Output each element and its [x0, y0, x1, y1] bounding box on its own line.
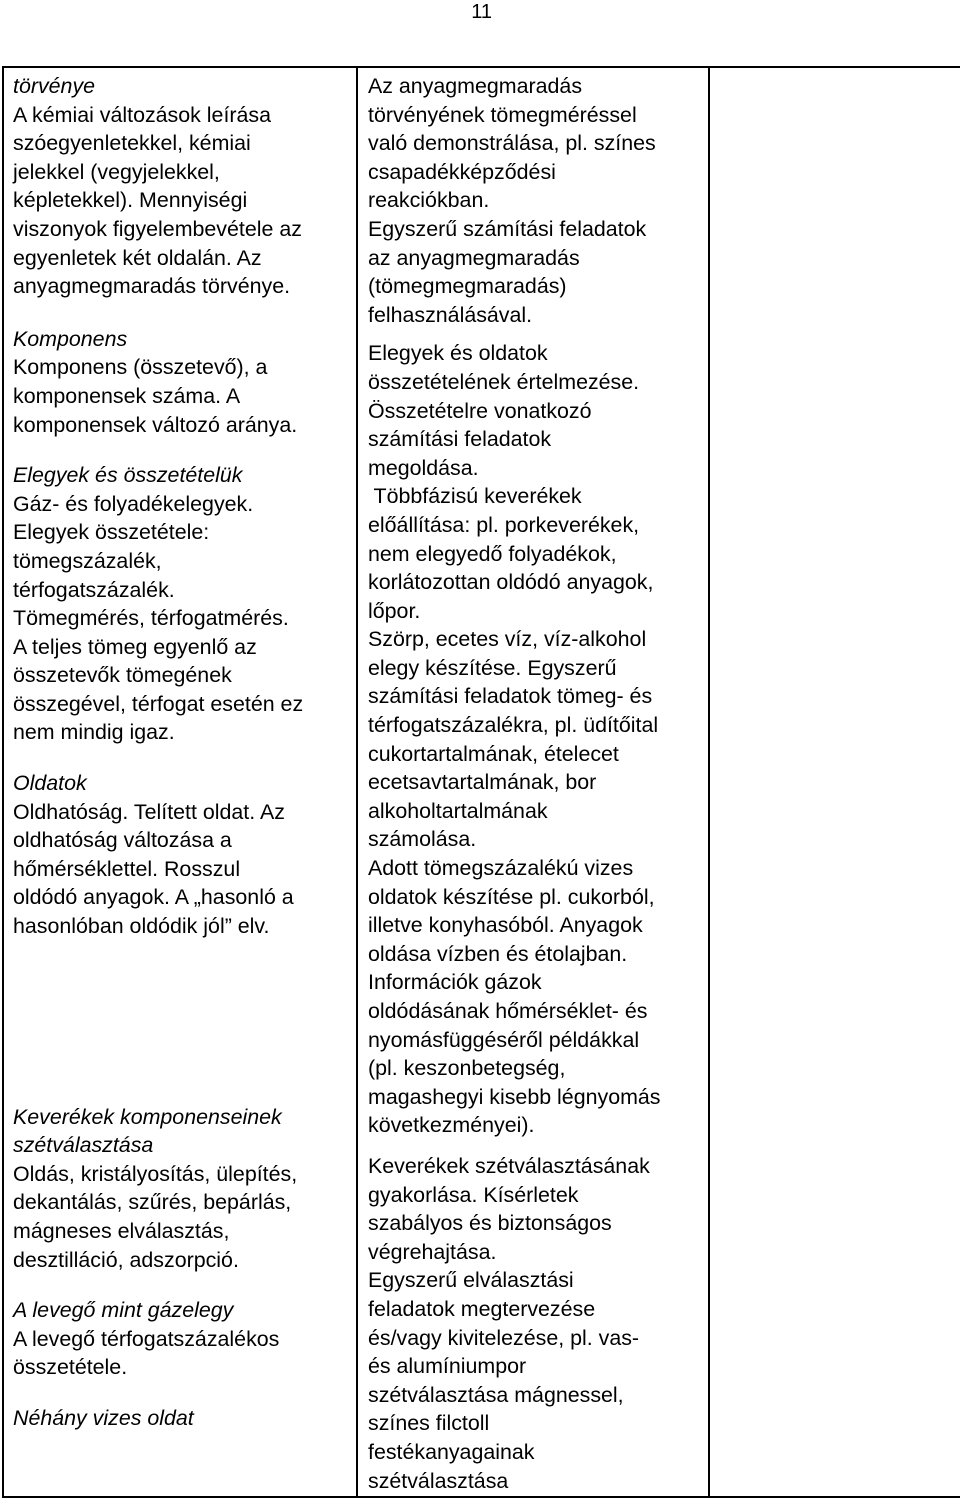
text-line: nyomásfüggéséről példákkal: [368, 1027, 640, 1052]
text-line: végrehajtása.: [368, 1239, 497, 1264]
text-line: (pl. keszonbetegség,: [368, 1056, 566, 1081]
section-block-mixtures: [13, 461, 348, 747]
section-title: Oldatok: [13, 771, 87, 796]
text-line: Oldhatóság. Telített oldat. Az: [13, 799, 285, 824]
text-line: az anyagmegmaradás: [368, 245, 580, 270]
text-line: összetételének értelmezése.: [368, 369, 640, 394]
text-line: számítási feladatok tömeg- és: [368, 684, 653, 709]
text-line: megoldása.: [368, 455, 479, 480]
text-line: Többfázisú keverékek: [368, 484, 582, 509]
activities-column: [358, 68, 708, 1495]
text-line: nem mindig igaz.: [13, 720, 175, 745]
text-line: korlátozottan oldódó anyagok,: [368, 570, 654, 595]
text-line: lőpor.: [368, 598, 421, 623]
activities-block-1: [368, 72, 702, 329]
text-line: mágneses elválasztás,: [13, 1219, 230, 1243]
text-line: ecetsavtartalmának, bor: [368, 770, 597, 795]
text-line: Keverékek szétválasztásának: [368, 1153, 650, 1178]
text-line: oldása vízben és étolajban.: [368, 941, 628, 966]
text-line: cukortartalmának, ételecet: [368, 741, 619, 766]
text-line: Elegyek összetétele:: [13, 520, 210, 545]
section-block-solutions: [13, 769, 348, 941]
table-row: [3, 67, 960, 1497]
notes-column-cell: [709, 67, 960, 1497]
section-block-law: [13, 72, 348, 301]
text-line: képletekkel). Mennyiségi: [13, 188, 248, 213]
section-title: Néhány vizes oldat: [13, 1405, 194, 1430]
text-line: Adott tömegszázalékú vizes: [368, 856, 634, 881]
text-line: csapadékképződési: [368, 159, 556, 184]
text-line: alkoholtartalmának: [368, 798, 548, 823]
text-line: hőmérséklettel. Rosszul: [13, 856, 241, 881]
text-line: nem elegyedő folyadékok,: [368, 541, 617, 566]
text-line: és alumíniumpor: [368, 1354, 527, 1379]
section-title: Komponens: [13, 326, 128, 351]
text-line: viszonyok figyelembevétele az: [13, 216, 302, 241]
text-line: elegy készítése. Egyszerű: [368, 655, 617, 680]
text-line: oldhatóság változása a: [13, 828, 232, 853]
text-line: térfogatszázalék.: [13, 577, 175, 602]
text-line: Az anyagmegmaradás: [368, 74, 583, 98]
section-title: Keverékek komponenseinek: [13, 1104, 282, 1129]
text-line: egyenletek két oldalán. Az: [13, 245, 262, 270]
text-line: előállítása: pl. porkeverékek,: [368, 512, 640, 537]
text-line: Szörp, ecetes víz, víz-alkohol: [368, 627, 647, 652]
text-line: jelekkel (vegyjelekkel,: [13, 159, 220, 184]
text-line: festékanyagainak: [368, 1439, 535, 1464]
text-line: Elegyek és oldatok: [368, 341, 548, 366]
section-title: A levegő mint gázelegy: [13, 1298, 234, 1323]
text-line: térfogatszázalékra, pl. üdítőital: [368, 713, 659, 738]
text-line: reakciókban.: [368, 188, 490, 213]
section-title: szétválasztása: [13, 1133, 154, 1158]
text-line: A levegő térfogatszázalékos: [13, 1326, 280, 1351]
page-number: 11: [471, 1, 492, 23]
text-line: színes filctoll: [368, 1411, 490, 1436]
text-line: következményei).: [368, 1113, 535, 1138]
text-line: Komponens (összetevő), a: [13, 355, 268, 380]
text-line: szétválasztása: [368, 1468, 509, 1493]
text-line: oldódásának hőmérséklet- és: [368, 999, 648, 1023]
section-block-aqueous: [13, 1404, 348, 1433]
text-line: tömegszázalék,: [13, 548, 162, 573]
text-line: Oldás, kristályosítás, ülepítés,: [13, 1161, 298, 1186]
content-column: [4, 68, 356, 1433]
text-line: (tömegmegmaradás): [368, 274, 567, 299]
text-line: A teljes tömeg egyenlő az: [13, 634, 257, 659]
section-block-component: [13, 325, 348, 439]
text-line: összegével, térfogat esetén ez: [13, 691, 304, 716]
text-line: szétválasztása mágnessel,: [368, 1382, 624, 1407]
text-line: desztilláció, adszorpció.: [13, 1247, 239, 1272]
text-line: gyakorlása. Kísérletek: [368, 1182, 579, 1207]
section-block-air: [13, 1296, 348, 1382]
text-line: és/vagy kivitelezése, pl. vas-: [368, 1325, 640, 1350]
text-line: Gáz- és folyadékelegyek.: [13, 491, 254, 516]
text-line: oldatok készítése pl. cukorból,: [368, 884, 655, 909]
text-line: dekantálás, szűrés, bepárlás,: [13, 1190, 292, 1215]
activities-block-2: [368, 339, 702, 1140]
section-title: törvénye: [13, 74, 96, 98]
text-line: Összetételre vonatkozó: [368, 398, 592, 423]
activities-column-cell: [357, 67, 709, 1497]
text-line: illetve konyhasóból. Anyagok: [368, 913, 643, 938]
text-line: A kémiai változások leírása: [13, 102, 271, 127]
text-line: komponensek változó aránya.: [13, 412, 298, 437]
text-line: Egyszerű elválasztási: [368, 1268, 574, 1293]
text-line: összetevők tömegének: [13, 663, 232, 688]
section-block-separation: [13, 1103, 348, 1275]
text-line: komponensek száma. A: [13, 383, 241, 408]
text-line: Információk gázok: [368, 970, 542, 995]
text-line: feladatok megtervezése: [368, 1296, 596, 1321]
text-line: összetétele.: [13, 1355, 128, 1380]
section-title: Elegyek és összetételük: [13, 463, 243, 488]
text-line: számolása.: [368, 827, 477, 852]
text-line: anyagmegmaradás törvénye.: [13, 274, 291, 299]
content-column-cell: [3, 67, 357, 1497]
text-line: törvényének tömegméréssel: [368, 102, 637, 127]
text-line: szabályos és biztonságos: [368, 1211, 612, 1236]
text-line: hasonlóban oldódik jól” elv.: [13, 914, 270, 939]
text-line: oldódó anyagok. A „hasonló a: [13, 885, 294, 910]
text-line: szóegyenletekkel, kémiai: [13, 131, 251, 156]
text-line: felhasználásával.: [368, 302, 533, 327]
text-line: való demonstrálása, pl. színes: [368, 131, 656, 156]
text-line: Tömegmérés, térfogatmérés.: [13, 606, 289, 631]
text-line: számítási feladatok: [368, 427, 552, 452]
activities-block-3: [368, 1152, 702, 1495]
curriculum-table: [2, 66, 960, 1498]
text-line: magashegyi kisebb légnyomás: [368, 1084, 661, 1109]
text-line: Egyszerű számítási feladatok: [368, 216, 647, 241]
